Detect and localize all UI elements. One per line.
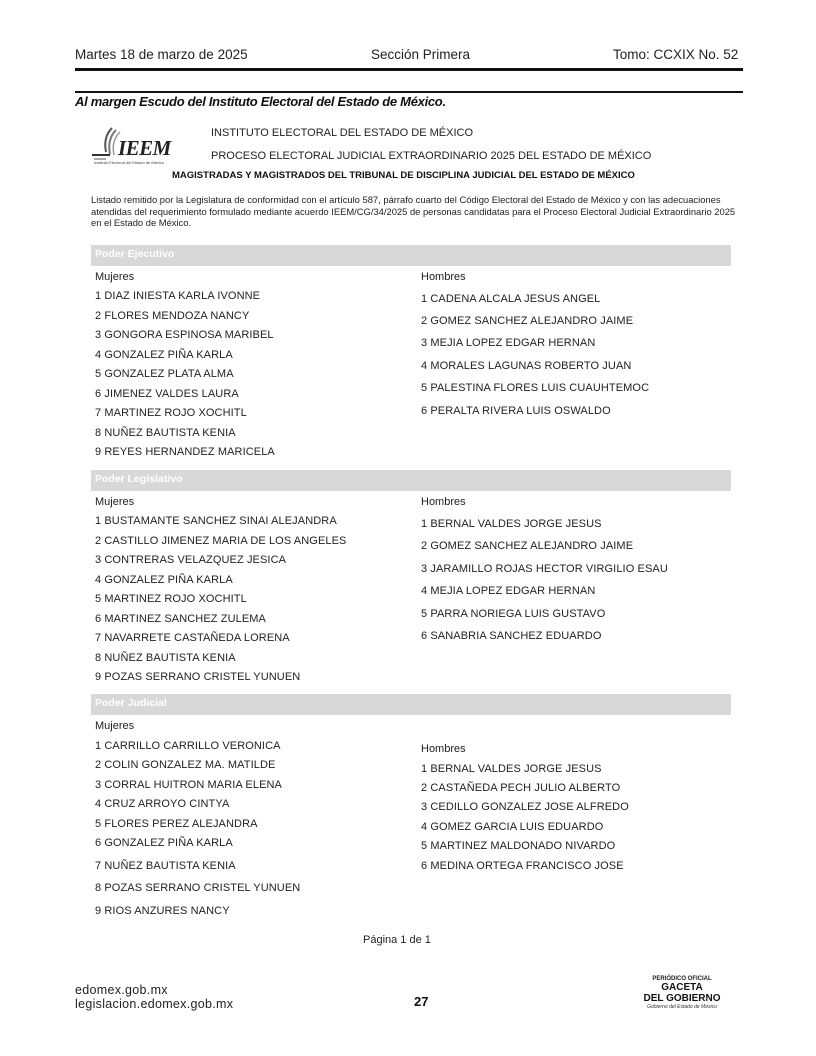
list-item: 4 GOMEZ GARCIA LUIS EDUARDO [421,821,604,833]
list-item: 5 MARTINEZ MALDONADO NIVARDO [421,840,616,852]
women-label: Mujeres [95,720,135,732]
list-item: 2 GOMEZ SANCHEZ ALEJANDRO JAIME [421,315,634,327]
list-item: 4 GONZALEZ PIÑA KARLA [95,574,233,586]
men-label: Hombres [421,496,466,508]
footer-link-legislacion[interactable]: legislacion.edomex.gob.mx [75,997,234,1011]
list-item: 6 PERALTA RIVERA LUIS OSWALDO [421,405,611,417]
section-title: Poder Ejecutivo [95,248,175,260]
list-item: 3 GONGORA ESPINOSA MARIBEL [95,329,274,341]
list-item: 6 GONZALEZ PIÑA KARLA [95,837,233,849]
gaceta-name1: GACETA [661,982,703,993]
logo-mark: IEEM [118,136,171,160]
list-item: 7 NUÑEZ BAUTISTA KENIA [95,860,236,872]
list-item: 2 COLIN GONZALEZ MA. MATILDE [95,759,276,771]
list-item: 3 CEDILLO GONZALEZ JOSE ALFREDO [421,801,629,813]
list-item: 3 JARAMILLO ROJAS HECTOR VIRGILIO ESAU [421,563,668,575]
list-item: 4 MEJIA LOPEZ EDGAR HERNAN [421,585,596,597]
document-title: MAGISTRADAS Y MAGISTRADOS DEL TRIBUNAL DE DISCIPLINA JUDICIAL DEL ESTADO DE MÉXICO [172,170,635,181]
list-item: 3 CONTRERAS VELAZQUEZ JESICA [95,554,287,566]
list-item: 8 NUÑEZ BAUTISTA KENIA [95,652,236,664]
list-item: 4 MORALES LAGUNAS ROBERTO JUAN [421,360,632,372]
header-section: Sección Primera [371,47,471,62]
header-rule [75,68,743,71]
list-item: 4 GONZALEZ PIÑA KARLA [95,349,233,361]
women-label: Mujeres [95,496,135,508]
gaceta-top: PERIÓDICO OFICIAL [652,976,712,982]
list-item: 9 RIOS ANZURES NANCY [95,905,230,917]
list-item: 9 REYES HERNANDEZ MARICELA [95,446,275,458]
list-item: 7 NAVARRETE CASTAÑEDA LORENA [95,632,290,644]
list-item: 3 MEJIA LOPEZ EDGAR HERNAN [421,337,596,349]
list-item: 6 MARTINEZ SANCHEZ ZULEMA [95,613,266,625]
logo-caption: Instituto Electoral del Estado de México [94,160,165,165]
list-item: 6 MEDINA ORTEGA FRANCISCO JOSE [421,860,624,872]
intro-paragraph: Listado remitido por la Legislatura de conformidad con el artículo 587, párrafo cuarto del Código Electoral del Estado de México y con las adecuaciones atendidas del requerimiento formulado mediante acuerdo IEEM/CG/34/2025 de personas candidatas para el Proceso Electoral Judicial Extraordinario 2025 en el Estado de México. [91,194,736,228]
gaceta-logo [636,976,728,1010]
gaceta-name2: DEL GOBIERNO [643,993,721,1004]
section-ejecutivo [91,245,731,266]
list-item: 9 POZAS SERRANO CRISTEL YUNUEN [95,671,301,683]
list-item: 5 GONZALEZ PLATA ALMA [95,368,234,380]
list-item: 2 GOMEZ SANCHEZ ALEJANDRO JAIME [421,540,634,552]
list-item: 5 MARTINEZ ROJO XOCHITL [95,593,247,605]
list-item: 8 POZAS SERRANO CRISTEL YUNUEN [95,882,301,894]
page-number: 27 [414,994,429,1009]
list-item: 1 BERNAL VALDES JORGE JESUS [421,518,602,530]
list-item: 1 DIAZ INIESTA KARLA IVONNE [95,290,261,302]
section-title: Poder Legislativo [95,473,183,485]
list-item: 4 CRUZ ARROYO CINTYA [95,798,230,810]
list-item: 6 JIMENEZ VALDES LAURA [95,388,239,400]
margin-rule [75,91,743,93]
list-item: 1 BERNAL VALDES JORGE JESUS [421,763,602,775]
list-item: 1 BUSTAMANTE SANCHEZ SINAI ALEJANDRA [95,515,337,527]
men-label: Hombres [421,271,466,283]
footer-link-edomex[interactable]: edomex.gob.mx [75,983,168,997]
list-item: 5 PARRA NORIEGA LUIS GUSTAVO [421,608,606,620]
list-item: 2 FLORES MENDOZA NANCY [95,310,250,322]
section-judicial [91,694,731,715]
institution-name: INSTITUTO ELECTORAL DEL ESTADO DE MÉXICO [211,127,474,139]
list-item: 5 FLORES PEREZ ALEJANDRA [95,818,258,830]
list-item: 5 PALESTINA FLORES LUIS CUAUHTEMOC [421,382,650,394]
section-title: Poder Judicial [95,697,167,709]
margin-note: Al margen Escudo del Instituto Electoral del Estado de México. [75,94,446,109]
ieem-logo [92,124,184,168]
list-item: 8 NUÑEZ BAUTISTA KENIA [95,427,236,439]
list-item: 2 CASTILLO JIMENEZ MARIA DE LOS ANGELES [95,535,347,547]
page-count: Página 1 de 1 [363,934,431,946]
gaceta-sub: Gobierno del Estado de México [647,1004,717,1010]
process-name: PROCESO ELECTORAL JUDICIAL EXTRAORDINARIO 2025 DEL ESTADO DE MÉXICO [211,150,652,162]
men-label: Hombres [421,743,466,755]
women-label: Mujeres [95,271,135,283]
list-item: 3 CORRAL HUITRON MARIA ELENA [95,779,282,791]
list-item: 2 CASTAÑEDA PECH JULIO ALBERTO [421,782,621,794]
list-item: 6 SANABRIA SANCHEZ EDUARDO [421,630,602,642]
list-item: 7 MARTINEZ ROJO XOCHITL [95,407,247,419]
list-item: 1 CARRILLO CARRILLO VERONICA [95,740,281,752]
header-date: Martes 18 de marzo de 2025 [75,47,248,62]
section-legislativo [91,470,731,491]
header-tome: Tomo: CCXIX No. 52 [613,47,739,62]
list-item: 1 CADENA ALCALA JESUS ANGEL [421,293,601,305]
